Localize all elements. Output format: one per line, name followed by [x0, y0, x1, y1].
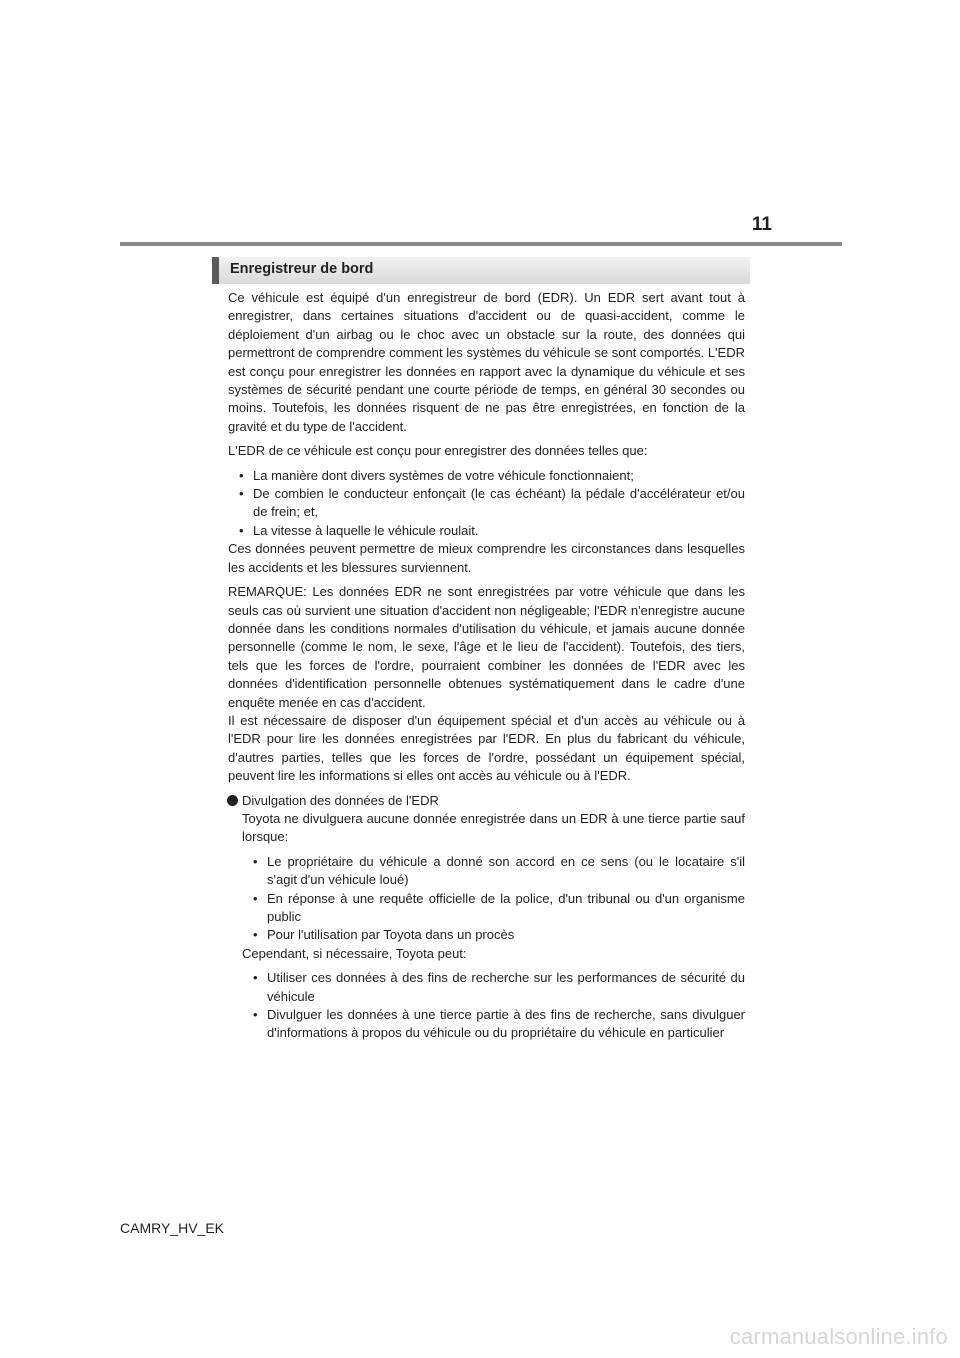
page-number: 11 [751, 214, 772, 235]
footer-code: CAMRY_HV_EK [120, 1220, 225, 1236]
remarque-paragraph: REMARQUE: Les données EDR ne sont enregistrées par votre véhicule que dans les seuls cas où survient une situation d'accident non négligeable; l'EDR n'enregistre aucune donnée dans les conditions normales d'utilisation du véhicule, et jamais aucune donnée personnelle (comme le nom, le sexe, l'âge et le lieu de l'accident). Toutefois, des tiers, tels que les forces de l'ordre, pourraient combiner les données de l'EDR avec les données d'identification personnelle obtenues systématiquement dans le cadre d'une enquête menée en cas d'accident. [228, 584, 745, 710]
bullet-dot-icon [227, 795, 238, 806]
header-rule [120, 242, 842, 246]
section-title: Enregistreur de bord [230, 261, 374, 277]
list-item: • Utiliser ces données à des fins de recherche sur les performances de sécurité du véhicule [253, 969, 745, 1006]
designed-paragraph: L'EDR de ce véhicule est conçu pour enregistrer des données telles que: [228, 443, 648, 459]
list-item: • La vitesse à laquelle le véhicule roulait. [239, 522, 745, 540]
recorded-data-list [239, 467, 745, 541]
main-content [228, 289, 745, 1043]
disclosure-intro: Toyota ne divulguera aucune donnée enregistrée dans un EDR à une tierce partie sauf lorsque: [242, 810, 745, 845]
watermark: carmanualsonline.info [729, 1324, 948, 1349]
list-item: • Le propriétaire du véhicule a donné son accord en ce sens (ou le locataire s'il s'agit d'un véhicule loué) [253, 853, 745, 890]
disclosure-section [242, 810, 745, 1043]
section-header [212, 257, 750, 284]
list-item: • Pour l'utilisation par Toyota dans un procès [253, 926, 745, 944]
equipment-paragraph: Il est nécessaire de disposer d'un équipement spécial et d'un accès au véhicule ou à l'EDR pour lire les données enregistrées par l'EDR. En plus du fabricant du véhicule, d'autres parties, telles que les forces de l'ordre, possédant un équipement spécial, peuvent lire les informations si elles ont accès au véhicule ou à l'EDR. [228, 712, 745, 784]
however-paragraph: Cependant, si nécessaire, Toyota peut: [242, 945, 467, 961]
disclosure-heading [228, 792, 745, 810]
intro-paragraph: Ce véhicule est équipé d'un enregistreur de bord (EDR). Un EDR sert avant tout à enregistrer, dans certaines situations d'accident ou de quasi-accident, comme le déploiement d'un airbag ou le choc avec un obstacle sur la route, des données qui permettront de comprendre comment les systèmes du véhicule se sont comportés. L'EDR est conçu pour enregistrer les données en rapport avec la dynamique du véhicule et ses systèmes de sécurité pendant une courte période de temps, en général 30 secondes ou moins. Toutefois, les données risquent de ne pas être enregistrées, en fonction de la gravité et du type de l'accident. [228, 290, 745, 434]
disclosure-conditions-list [253, 853, 745, 945]
disclosure-heading-text: Divulgation des données de l'EDR [242, 792, 439, 808]
list-item: • Divulguer les données à une tierce partie à des fins de recherche, sans divulguer d'informations à propos du véhicule ou du propriétaire du véhicule en particulier [253, 1006, 745, 1043]
list-item: • De combien le conducteur enfonçait (le cas échéant) la pédale d'accélérateur et/ou de frein; et, [239, 485, 745, 522]
toyota-uses-list [253, 969, 745, 1043]
list-item: • La manière dont divers systèmes de votre véhicule fonctionnaient; [239, 467, 745, 485]
circumstances-paragraph: Ces données peuvent permettre de mieux comprendre les circonstances dans lesquelles les accidents et les blessures surviennent. [228, 541, 745, 575]
list-item: • En réponse à une requête officielle de la police, d'un tribunal ou d'un organisme public [253, 890, 745, 927]
